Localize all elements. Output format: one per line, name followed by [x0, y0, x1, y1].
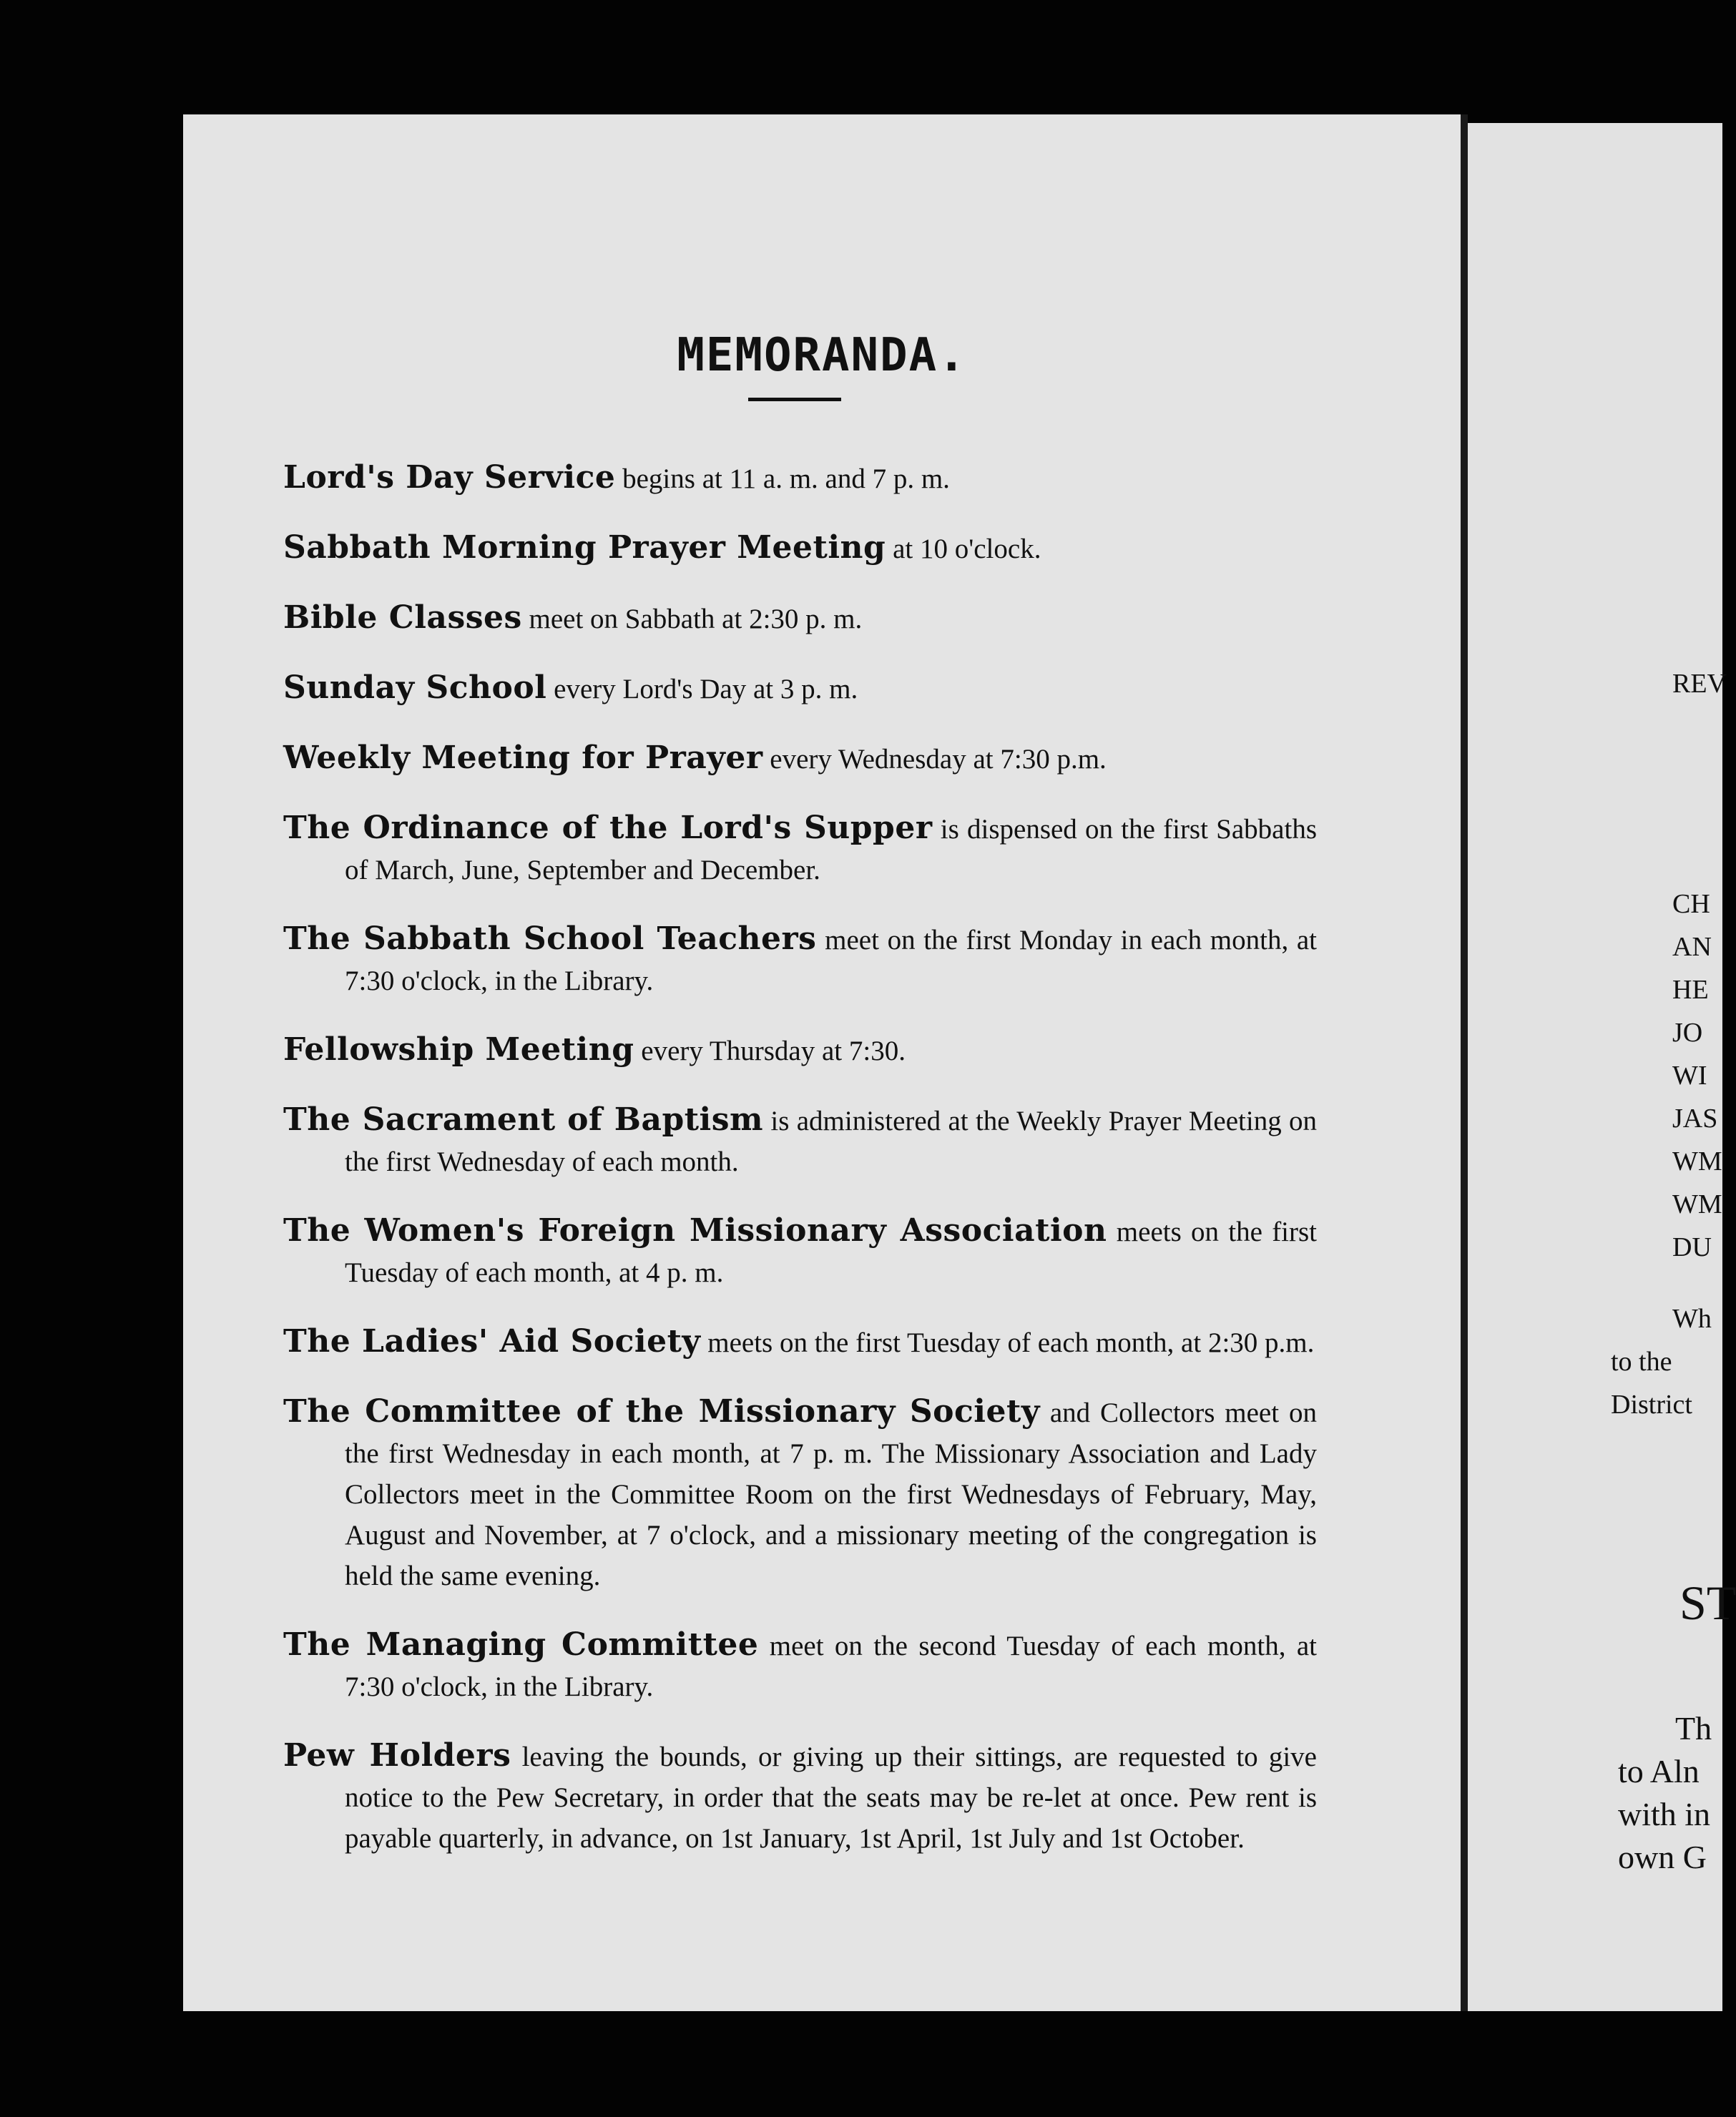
fragment-text: with in — [1618, 1796, 1711, 1832]
memo-text: every Wednesday at 7:30 p.m. — [770, 744, 1107, 775]
memo-text: meets on the first Tuesday of each month, at 4 p. m. — [345, 1217, 1318, 1288]
memo-text: and Collectors meet on the first Wednesday in each month, at 7 p. m. The Missionary Association and Lady Collectors meet in the Committee Room on the first Wednesdays of February, May, August and November, at 7 o'clock, and a missionary meeting of the congregation is held the same evening. — [345, 1398, 1318, 1591]
memo-entry — [283, 1099, 1317, 1182]
memo-text: every Thursday at 7:30. — [641, 1036, 906, 1066]
memo-heading: The Committee of the Missionary Society — [283, 1393, 1040, 1430]
memo-entry — [283, 457, 1317, 499]
memo-text: at 10 o'clock. — [893, 534, 1041, 564]
memo-text: meet on Sabbath at 2:30 p. m. — [529, 604, 863, 634]
memo-heading: Weekly Meeting for Prayer — [283, 740, 763, 776]
fragment-text: DU — [1672, 1232, 1712, 1262]
memo-entry — [283, 597, 1317, 639]
fragment-text: HE — [1672, 975, 1709, 1005]
memo-heading: The Sacrament of Baptism — [283, 1101, 764, 1138]
memo-heading: The Ordinance of the Lord's Supper — [283, 810, 933, 846]
page-title: MEMORANDA. — [677, 329, 967, 382]
fragment-text: CH — [1672, 889, 1710, 919]
memo-entry — [283, 1735, 1317, 1859]
fragment-text: REV — [1672, 669, 1727, 699]
memo-heading: The Managing Committee — [283, 1626, 759, 1663]
fragment-text: JAS — [1672, 1104, 1718, 1134]
memo-text: meets on the first Tuesday of each month, at 2:30 p.m. — [707, 1327, 1315, 1358]
memo-text: is administered at the Weekly Prayer Meeting on the first Wednesday of each month. — [345, 1106, 1318, 1177]
memo-heading: The Sabbath School Teachers — [283, 920, 817, 957]
left-page — [183, 114, 1461, 2011]
fragment-heading: ST — [1679, 1576, 1736, 1630]
memo-heading: The Women's Foreign Missionary Association — [283, 1212, 1107, 1249]
memo-entry — [283, 737, 1317, 780]
fragment-text: own G — [1618, 1839, 1707, 1875]
fragment-text: Wh — [1672, 1304, 1712, 1334]
memo-heading: The Ladies' Aid Society — [283, 1323, 701, 1360]
memo-entry — [283, 807, 1317, 890]
memo-text: begins at 11 a. m. and 7 p. m. — [622, 463, 950, 494]
right-page-fragment — [1468, 123, 1736, 2011]
fragment-text: WM — [1672, 1146, 1722, 1177]
memo-heading: Pew Holders — [283, 1737, 511, 1774]
memo-heading: Lord's Day Service — [283, 459, 616, 496]
fragment-text: WI — [1672, 1061, 1707, 1091]
memo-text: meet on the second Tuesday of each month, at 7:30 o'clock, in the Library. — [345, 1631, 1317, 1702]
memo-heading: Sabbath Morning Prayer Meeting — [283, 529, 886, 566]
fragment-text: AN — [1672, 932, 1712, 962]
memo-text: is dispensed on the first Sabbaths of March, June, September and December. — [345, 814, 1318, 885]
title-divider — [748, 398, 841, 401]
fragment-text: to Aln — [1618, 1753, 1700, 1789]
fragment-text: to the — [1611, 1347, 1672, 1377]
memo-text: meet on the first Monday in each month, at 7:30 o'clock, in the Library. — [345, 925, 1317, 996]
memo-entry — [283, 1321, 1317, 1363]
fragment-text: Th — [1675, 1710, 1712, 1747]
memo-entry — [283, 527, 1317, 569]
fragment-text: JO — [1672, 1018, 1703, 1048]
memo-entry — [283, 918, 1317, 1001]
memo-entry — [283, 1624, 1317, 1707]
fragment-text: WM — [1672, 1189, 1722, 1219]
memo-text: leaving the bounds, or giving up their sittings, are requested to give notice to the Pew Secretary, in order that the seats may be re-let at once. Pew rent is payable quarterly, in advance, on 1st January, 1st April, 1st July and 1st October. — [345, 1742, 1317, 1854]
memo-text: every Lord's Day at 3 p. m. — [554, 674, 858, 704]
fragment-text: District — [1611, 1390, 1692, 1420]
memo-entry — [283, 1210, 1317, 1293]
right-page-text — [1468, 123, 1736, 2011]
memo-entry — [283, 1391, 1317, 1596]
memoranda-list — [283, 429, 1317, 1876]
page-gutter — [1461, 114, 1468, 2011]
memo-heading: Sunday School — [283, 669, 547, 706]
memo-entry — [283, 667, 1317, 709]
memo-heading: Fellowship Meeting — [283, 1031, 634, 1068]
memo-heading: Bible Classes — [283, 599, 522, 636]
memo-entry — [283, 1029, 1317, 1071]
